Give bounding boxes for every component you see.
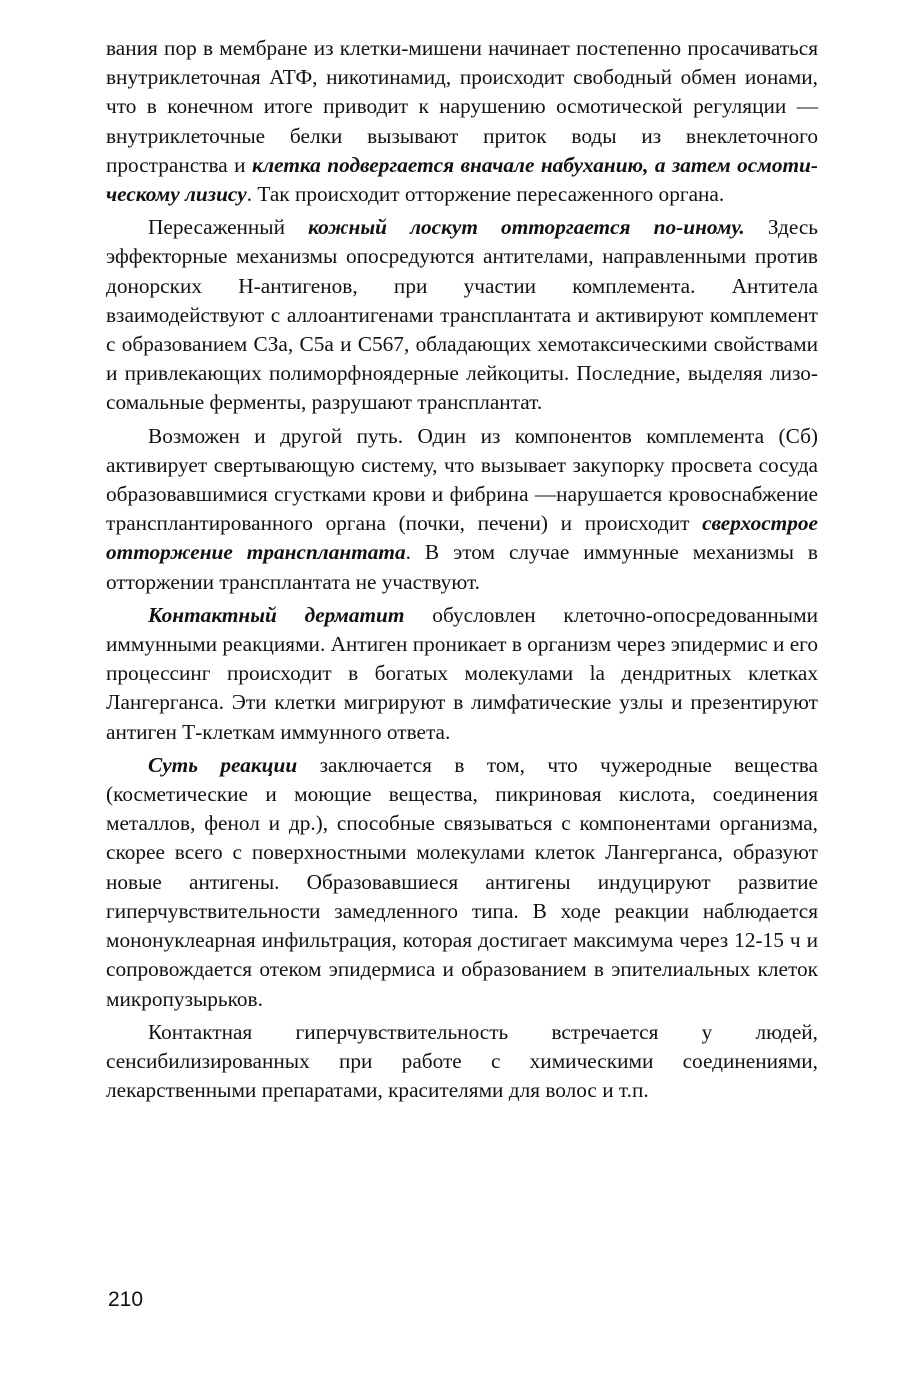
paragraph-5-emphasis-1: Суть реакции (148, 752, 298, 777)
paragraph-3-text-1: Возможен и другой путь. Один из компонентов комплемента (Сб) активирует свертывающую систему, что вызывает закупорку просвета сосуда образовавшимися сгустками крови и фибрина —нарушается кровоснабжение трансплантированного органа (почки, печени) и происходит (106, 423, 818, 536)
paragraph-3-emphasis-1: сверхострое отторжение трансплантата (106, 511, 818, 565)
paragraph-4-emphasis-1: Контактный дерматит (148, 602, 405, 627)
paragraph-1 (106, 34, 818, 209)
paragraph-1-text-1: вания пор в мембране из клетки-мишени начинает постепенно просачиваться внутриклеточная АТФ, никотинамид, происходит свободный обмен ионами, что в конечном итоге приводит к нарушению осмотической регуляции — внутриклеточные белки вызывают приток воды из внеклеточного пространства и (106, 36, 818, 177)
paragraph-6-text-1: Контактная гиперчувствительность встречается у людей, сенсибилизированных при работе с химическими соединениями, лекарственными препаратами, красителями для волос и т.п. (106, 1019, 818, 1103)
paragraph-1-text-2: . Так происходит отторжение пересаженного органа. (246, 182, 725, 207)
paragraph-1-emphasis-1: клетка подвергается вначале набуханию, а затем осмотическому лизису (106, 152, 818, 207)
paragraph-2-text-2: Здесь эффекторные механизмы опосредуются антителами, направленными против донорских Н-антигенов, при участии комплемента. Антитела взаимодействуют с аллоантигенами трансплантата и активируют комплемент с образованием СЗа, С5а и С567, обладающих хемотаксическими свойствами и привлекающих полиморфноядерные лейкоциты. Последние, выделяя лизосомальные ферменты, разрушают трансплантат. (106, 215, 818, 415)
paragraph-2 (106, 213, 818, 417)
paragraph-5 (106, 751, 818, 1014)
paragraph-3 (106, 422, 818, 597)
paragraph-4 (106, 601, 818, 747)
paragraph-2-emphasis-1: кожный лоскут отторгается по-иному. (308, 215, 745, 240)
page-body (106, 34, 818, 1109)
paragraph-6 (106, 1018, 818, 1106)
page-number: 210 (108, 1288, 144, 1311)
paragraph-5-text-1: заключается в том, что чужеродные вещества (косметические и моющие вещества, пикриновая кислота, соединения металлов, фенол и др.), способные связываться с компонентами организма, скорее всего с поверхностными молекулами клеток Лангерганса, образуют новые антигены. Образовавшиеся антигены индуцируют развитие гиперчувствительности замедленного типа. В ходе реакции наблюдается мононуклеарная инфильтрация, которая достигает максимума через 12-15 ч и сопровождается отеком эпидермиса и образованием в эпителиальных клеток микропузырьков. (106, 752, 818, 1011)
paragraph-4-text-1: обусловлен клеточно-опосредованными иммунными реакциями. Антиген проникает в организм через эпидермис и его процессинг происходит в богатых молекулами la дендритных клетках Лангерганса. Эти клетки мигрируют в лимфатические узлы и презентируют антиген Т-клеткам иммунного ответа. (106, 602, 818, 744)
paragraph-3-text-2: . В этом случае иммунные механизмы в отторжении трансплантата не участвуют. (106, 540, 818, 594)
paragraph-2-text-1: Пересаженный (148, 215, 309, 240)
